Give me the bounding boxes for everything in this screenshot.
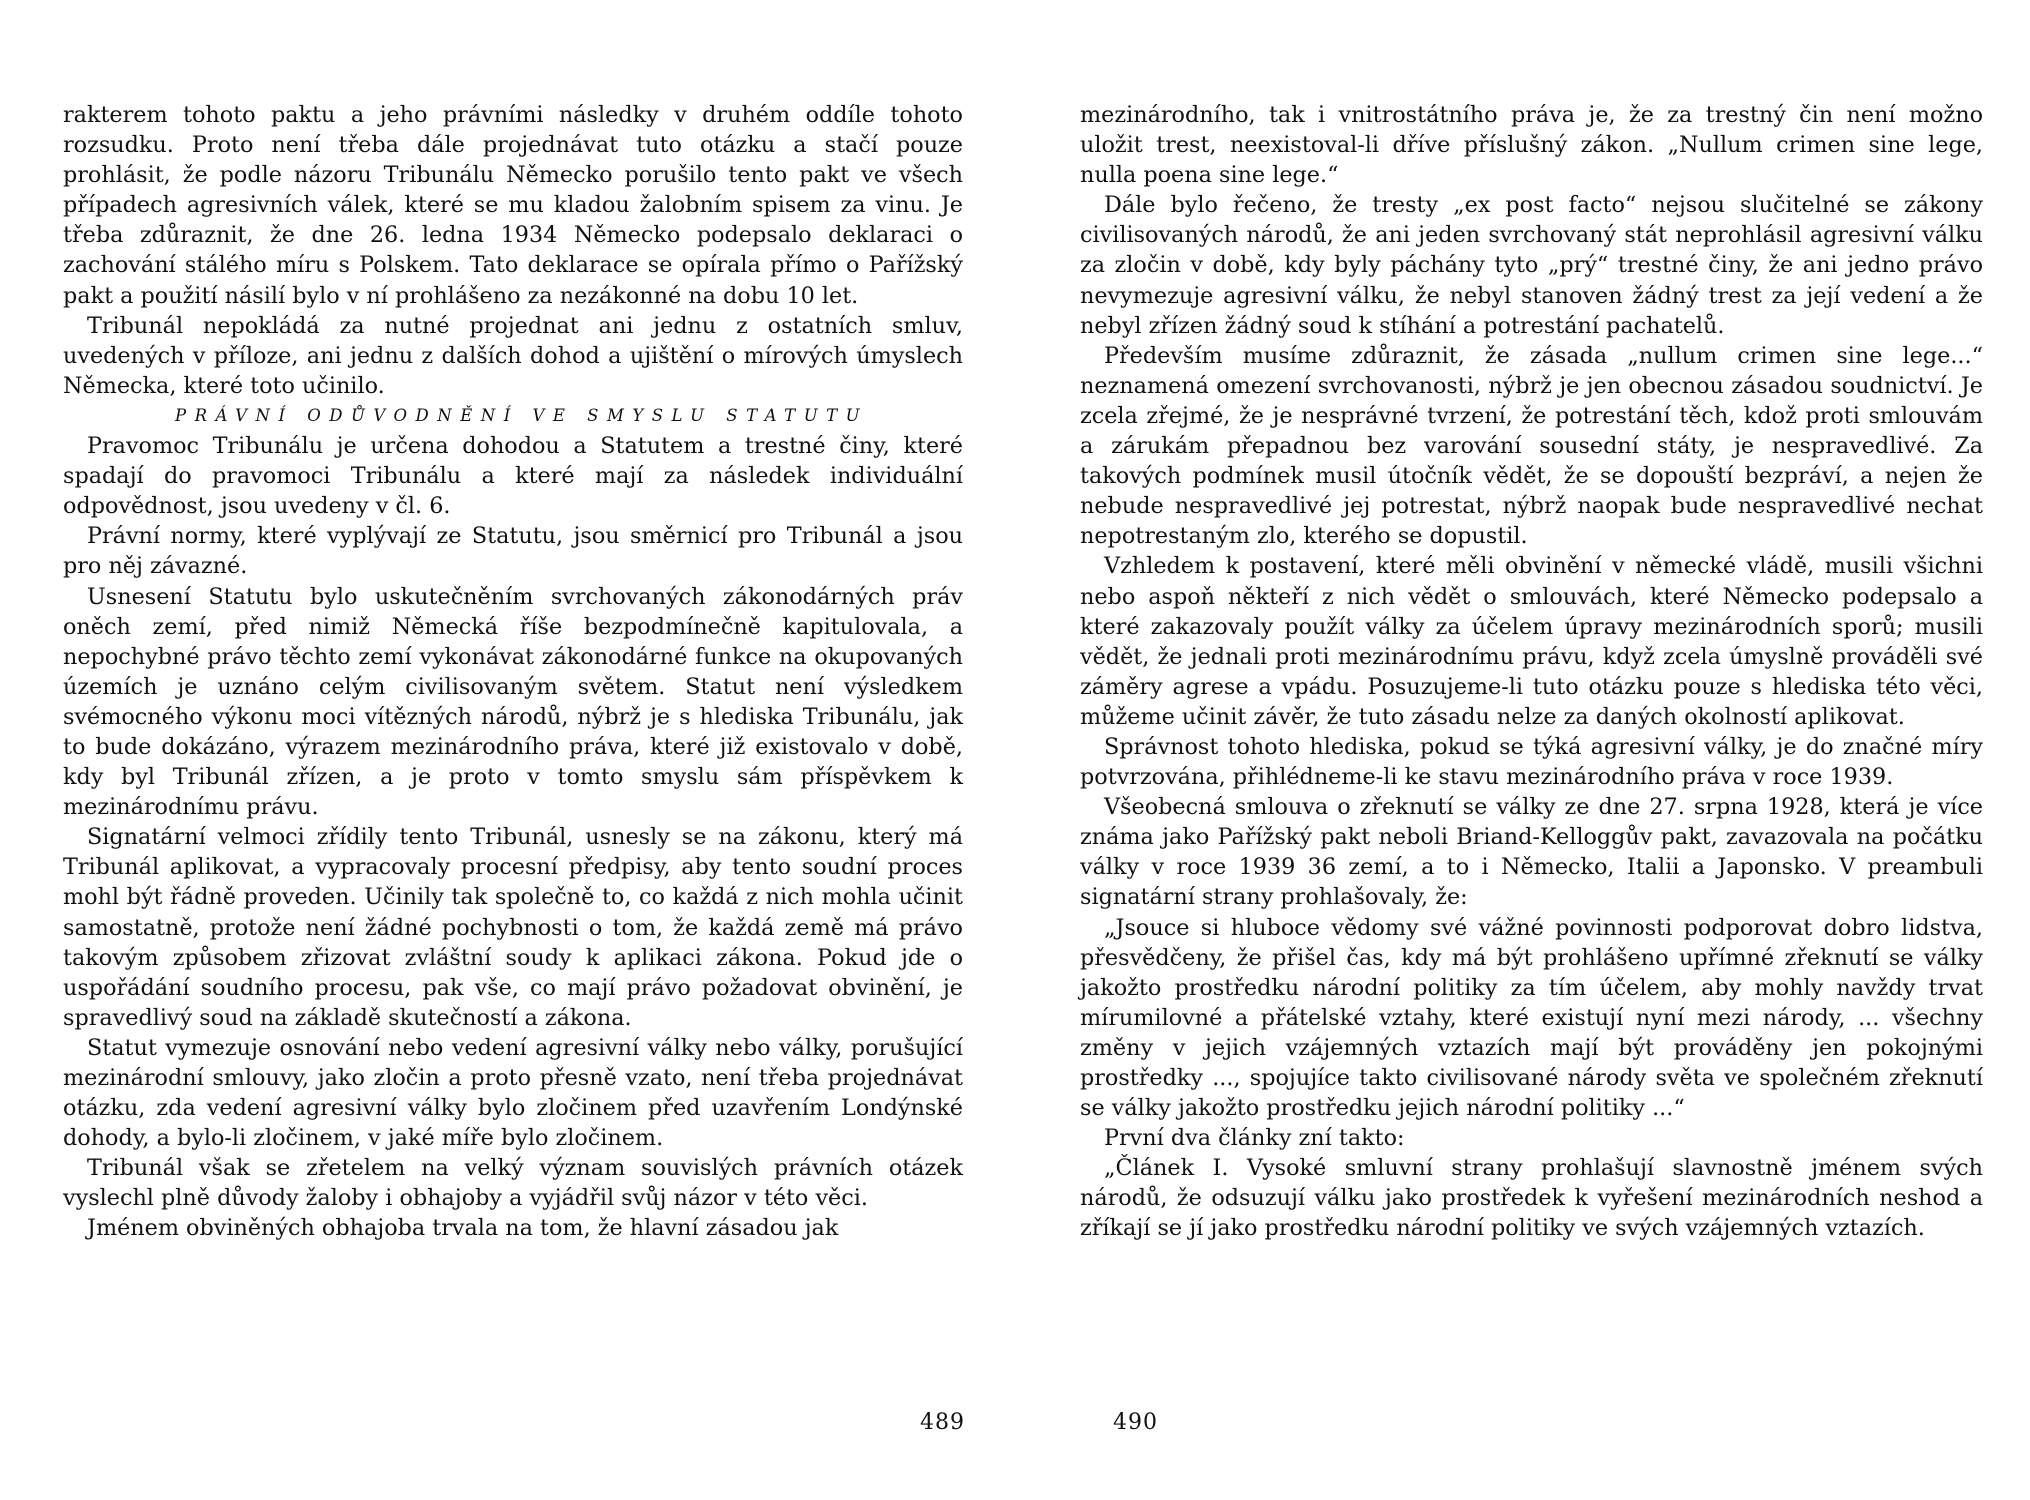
- paragraph: Správnost tohoto hlediska, pokud se týká agresivní války, je do značné míry potvrzována, přihlédneme-li ke stavu mezinárodního práva v roce 1939.: [1080, 733, 1983, 791]
- paragraph: Statut vymezuje osnování nebo vedení agresivní války nebo války, porušující mezinárodní smlouvy, jako zločin a proto přesně vzato, není třeba projednávat otázku, zda vedení agresivní války bylo zločinem před uzavřením Londýnské dohody, a bylo-li zločinem, v jaké míře bylo zločinem.: [63, 1034, 963, 1152]
- paragraph: Usnesení Statutu bylo uskutečněním svrchovaných zákonodárných práv oněch zemí, před nimiž Německá říše bezpodmínečně kapitulovala, a nepochybné právo těchto zemí vykonávat zákonodárné funkce na okupovaných územích je uznáno celým civilisovaným světem. Statut není výsledkem svémocného výkonu moci vítězných národů, nýbrž je s hlediska Tribunálu, jak to bude dokázáno, výrazem mezinárodního práva, které již existovalo v době, kdy byl Tribunál zřízen, a je proto v tomto smyslu sám příspěvkem k mezinárodnímu právu.: [63, 583, 963, 821]
- paragraph: První dva články zní takto:: [1104, 1125, 1405, 1152]
- paragraph: Dále bylo řečeno, že tresty „ex post facto“ nejsou slučitelné se zákony civilisovaných národů, že ani jeden svrchovaný stát neprohlásil agresivní válku za zločin v době, kdy byly páchány tyto „prý“ trestné činy, že ani jedno právo nevymezuje agresivní válku, že nebyl stanoven žádný trest za její vedení a že nebyl zřízen žádný soud k stíhání a potrestání pachatelů.: [1080, 192, 1983, 339]
- paragraph: rakterem tohoto paktu a jeho právními následky v druhém oddíle tohoto rozsudku. Proto není třeba dále projednávat tuto otázku a stačí pouze prohlásit, že podle názoru Tribunálu Německo porušilo tento pakt ve všech případech agresivních válek, které se mu kladou žalobním spisem za vinu. Je třeba zdůraznit, že dne 26. ledna 1934 Německo podepsalo deklaraci o zachování stálého míru s Polskem. Tato deklarace se opírala přímo o Pařížský pakt a použití násilí bylo v ní prohlášeno za nezákonné na dobu 10 let.: [63, 102, 963, 309]
- paragraph: Tribunál však se zřetelem na velký význam souvislých právních otázek vyslechl plně důvody žaloby i obhajoby a vyjádřil svůj názor v této věci.: [63, 1155, 963, 1212]
- left-page-text-column: [63, 100, 963, 1244]
- paragraph: Pravomoc Tribunálu je určena dohodou a Statutem a trestné činy, které spadají do pravomoci Tribunálu a které mají za následek individuální odpovědnost, jsou uvedeny v čl. 6.: [63, 433, 963, 520]
- paragraph: Signatární velmoci zřídily tento Tribunál, usnesly se na zákonu, který má Tribunál aplikovat, a vypracovaly procesní předpisy, aby tento soudní proces mohl být řádně proveden. Učinily tak společně to, co každá z nich mohla učinit samostatně, protože není žádné pochybnosti o tom, že každá země má právo takovým způsobem zřizovat zvláštní soudy k aplikaci zákona. Pokud jde o uspořádání soudního procesu, pak vše, co mají právo požadovat obvinění, je spravedlivý soud na základě skutečností a zákona.: [63, 824, 963, 1031]
- section-heading: PRÁVNÍ ODŮVODNĚNÍ VE SMYSLU STATUTU: [175, 405, 869, 425]
- paragraph: mezinárodního, tak i vnitrostátního práva je, že za trestný čin není možno uložit trest, neexistoval-li dříve příslušný zákon. „Nullum crimen sine lege, nulla poena sine lege.“: [1080, 102, 1983, 189]
- quotation-paragraph: „Jsouce si hluboce vědomy své vážné povinnosti podporovat dobro lidstva, přesvědčeny, že přišel čas, kdy má být prohlášeno upřímné zřeknutí se války jakožto prostředku národní politiky za tím účelem, aby mohly navždy trvat mírumilovné a přátelské vztahy, které existují nyní mezi národy, ... všechny změny v jejich vzájemných vztazích mají být prováděny jen pokojnými prostředky ..., spojujíce takto civilisované národy světa ve společném zřeknutí se války jakožto prostředku jejich národní politiky ...“: [1080, 914, 1983, 1122]
- paragraph: Všeobecná smlouva o zřeknutí se války ze dne 27. srpna 1928, která je více známa jako Pařížský pakt neboli Briand-Kelloggův pakt, zavazovala na počátku války v roce 1939 36 zemí, a to i Německo, Italii a Japonsko. V preambuli signatární strany prohlašovaly, že:: [1080, 794, 1983, 911]
- page-number: 489: [920, 1410, 965, 1435]
- right-page-text-column: [1080, 100, 1983, 1244]
- paragraph: Jménem obviněných obhajoba trvala na tom, že hlavní zásadou jak: [87, 1215, 839, 1242]
- quotation-paragraph: „Článek I. Vysoké smluvní strany prohlašují slavnostně jménem svých národů, že odsuzují válku jako prostředek k vyřešení mezinárodních neshod a zříkají se jí jako prostředku národní politiky ve svých vzájemných vztazích.: [1080, 1155, 1983, 1242]
- paragraph: Především musíme zdůraznit, že zásada „nullum crimen sine lege...“ neznamená omezení svrchovanosti, nýbrž je jen obecnou zásadou soudnictví. Je zcela zřejmé, že je nesprávné tvrzení, že potrestání těch, kdož proti smlouvám a zárukám přepadnou bez varování sousední státy, je nespravedlivé. Za takových podmínek musil útočník vědět, že se dopouští bezpráví, a nejen že nebude nespravedlivé jej potrestat, nýbrž naopak bude nespravedlivé nechat nepotrestaným zlo, kterého se dopustil.: [1080, 342, 1983, 550]
- paragraph: Vzhledem k postavení, které měli obvinění v německé vládě, musili všichni nebo aspoň někteří z nich vědět o smlouvách, které Německo podepsalo a které zakazovaly použít války za účelem úpravy mezinárodních sporů; musili vědět, že jednali proti mezinárodnímu právu, když zcela úmyslně prováděli své záměry agrese a vpádu. Posuzujeme-li tuto otázku pouze s hlediska této věci, můžeme učinit závěr, že tuto zásadu nelze za daných okolností aplikovat.: [1080, 553, 1983, 730]
- paragraph: Právní normy, které vyplývají ze Statutu, jsou směrnicí pro Tribunál a jsou pro něj závazné.: [63, 523, 963, 580]
- page-number: 490: [1113, 1410, 1158, 1435]
- right-page: [1015, 0, 2030, 1500]
- paragraph: Tribunál nepokládá za nutné projednat ani jednu z ostatních smluv, uvedených v příloze, ani jednu z dalších dohod a ujištění o mírových úmyslech Německa, které toto učinilo.: [63, 312, 963, 399]
